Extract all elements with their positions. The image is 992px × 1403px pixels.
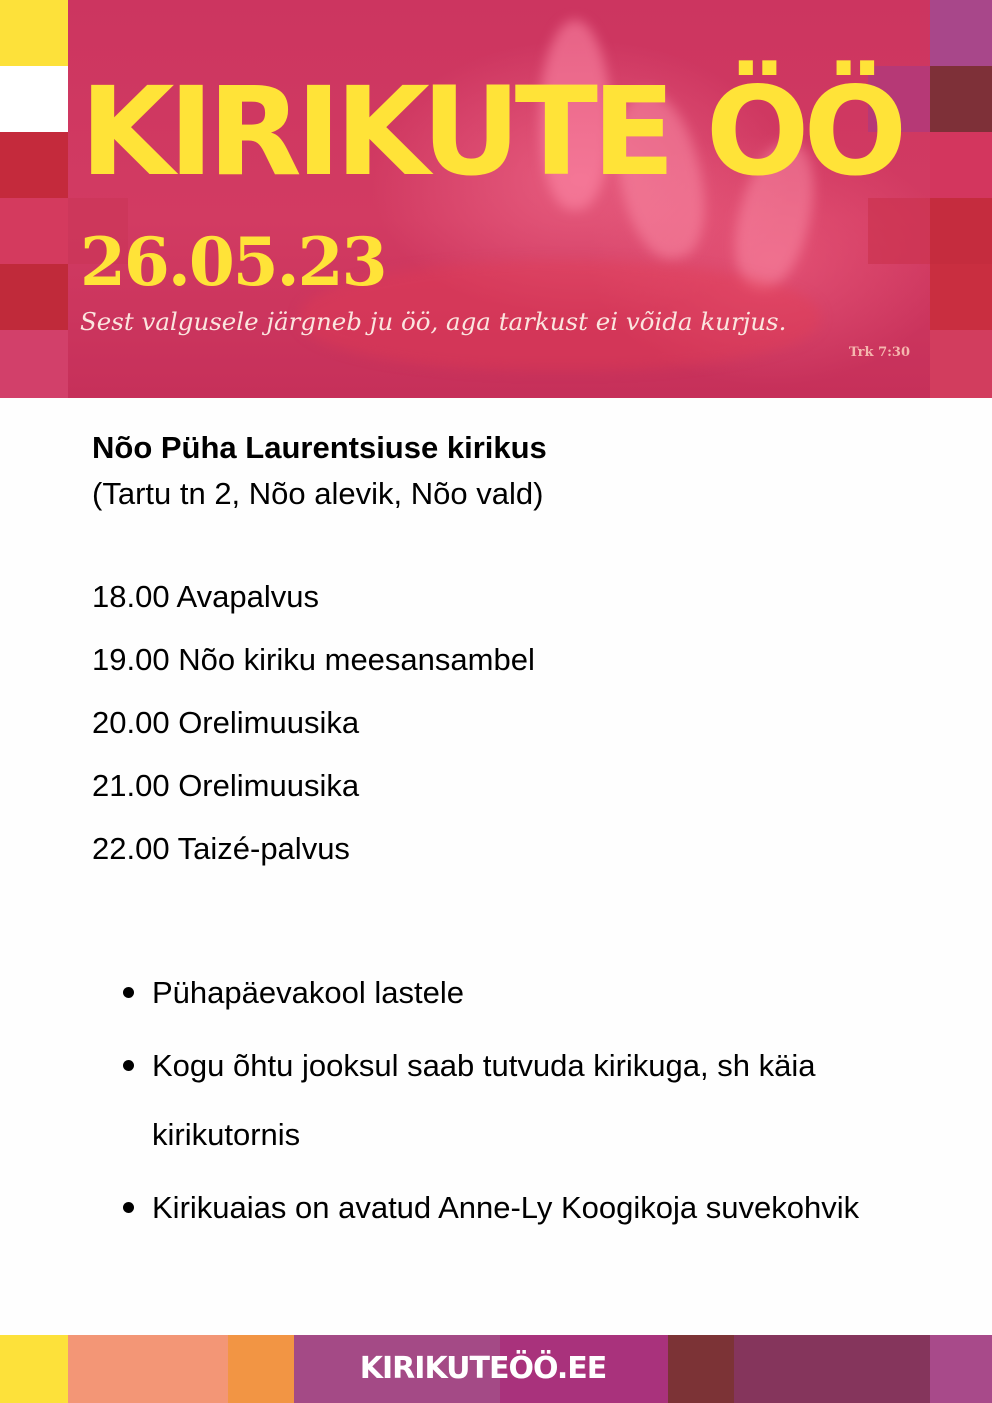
event-title: KIRIKUTE ÖÖ (80, 61, 902, 203)
mosaic-tile (868, 198, 930, 264)
note-item (116, 958, 896, 1027)
note-text: Kirikuaias on avatud Anne-Ly Koogikoja suvekohvik (152, 1190, 860, 1225)
mosaic-tile (0, 264, 68, 330)
bible-verse: Sest valgusele järgneb ju öö, aga tarkust ei võida kurjus. (80, 307, 787, 336)
schedule-item: 19.00 Nõo kiriku meesansambel (92, 642, 535, 677)
schedule-item: 21.00 Orelimuusika (92, 768, 360, 803)
verse-reference: Trk 7:30 (848, 345, 910, 360)
church-address: (Tartu tn 2, Nõo alevik, Nõo vald) (92, 476, 544, 511)
schedule-item: 22.00 Taizé-palvus (92, 831, 350, 866)
note-item (116, 1031, 896, 1169)
event-date: 26.05.23 (80, 223, 386, 301)
mosaic-tile (0, 0, 68, 66)
mosaic-tile (0, 330, 68, 398)
bullet-icon (123, 987, 134, 998)
mosaic-tile (930, 264, 992, 330)
footer-segment (0, 1335, 68, 1403)
footer-bar (0, 1335, 992, 1403)
header-banner (0, 0, 992, 398)
schedule-item: 18.00 Avapalvus (92, 579, 319, 614)
mosaic-tile (930, 0, 992, 66)
footer-segment (734, 1335, 930, 1403)
bullet-icon (123, 1060, 134, 1071)
note-item (116, 1173, 896, 1242)
website-link[interactable]: KIRIKUTEÖÖ.EE (359, 1351, 607, 1386)
mosaic-tile (0, 198, 68, 264)
mosaic-tile (930, 198, 992, 264)
mosaic-tile (0, 66, 68, 132)
mosaic-tile (930, 66, 992, 132)
notes-list (116, 958, 896, 1246)
footer-segment (930, 1335, 992, 1403)
footer-segment (228, 1335, 294, 1403)
bullet-icon (123, 1202, 134, 1213)
note-text: Kogu õhtu jooksul saab tutvuda kirikuga, sh käia kirikutornis (152, 1048, 816, 1152)
mosaic-tile (930, 330, 992, 398)
schedule-item: 20.00 Orelimuusika (92, 705, 360, 740)
schedule-list (92, 577, 535, 892)
church-name: Nõo Püha Laurentsiuse kirikus (92, 430, 547, 465)
note-text: Pühapäevakool lastele (152, 975, 464, 1010)
mosaic-tile (0, 132, 68, 198)
footer-segment (68, 1335, 228, 1403)
footer-segment (668, 1335, 734, 1403)
mosaic-tile (930, 132, 992, 198)
